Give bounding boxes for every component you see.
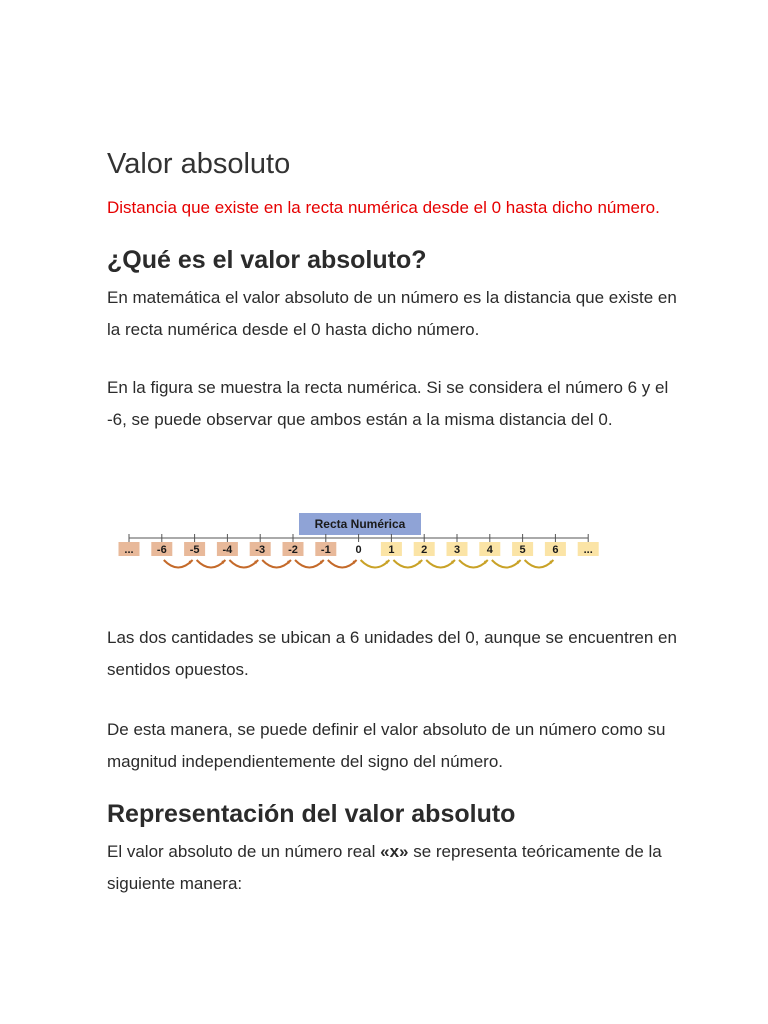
representation-text-end: se representa teóricamente de la siguiente manera: bbox=[107, 842, 662, 893]
distance-arc bbox=[525, 560, 554, 568]
tick-label: 1 bbox=[388, 544, 395, 556]
representation-text-start: El valor absoluto de un número real bbox=[107, 842, 381, 861]
distance-arc bbox=[393, 560, 422, 568]
tick-label: ... bbox=[583, 544, 593, 556]
paragraph-opposite-directions: Las dos cantidades se ubican a 6 unidades del 0, aunque se encuentren en sentidos opuestos. bbox=[107, 628, 677, 679]
tick-label: ... bbox=[124, 544, 134, 556]
tick-label: 3 bbox=[453, 544, 461, 556]
variable-x: «x» bbox=[380, 842, 409, 861]
paragraph-figure-intro: En la figura se muestra la recta numérica. Si se considera el número 6 y el -6, se puede observar que ambos están a la misma distancia del 0. bbox=[107, 378, 669, 429]
section-heading-representation: Representación del valor absoluto bbox=[107, 800, 516, 828]
paragraph-representation bbox=[107, 836, 677, 899]
tick-label: 2 bbox=[421, 544, 428, 556]
number-line-label: Recta Numérica bbox=[314, 517, 406, 531]
tick-label: 6 bbox=[552, 544, 559, 556]
page-title: Valor absoluto bbox=[107, 148, 291, 180]
distance-arc bbox=[262, 560, 291, 568]
distance-arc bbox=[229, 560, 258, 568]
number-line-figure bbox=[112, 505, 612, 573]
tick-label: 0 bbox=[355, 544, 362, 556]
tick-label: -1 bbox=[320, 544, 331, 556]
tick-label: 4 bbox=[486, 544, 493, 556]
tick-label: -5 bbox=[189, 544, 200, 556]
tick-label: -3 bbox=[255, 544, 266, 556]
distance-arc bbox=[361, 560, 390, 568]
distance-arc bbox=[459, 560, 488, 568]
distance-arc bbox=[328, 560, 357, 568]
distance-arc bbox=[295, 560, 324, 568]
tick-label: -2 bbox=[288, 544, 298, 556]
distance-arc bbox=[426, 560, 455, 568]
definition-subtitle: Distancia que existe en la recta numérica desde el 0 hasta dicho número. bbox=[107, 198, 660, 217]
tick-label: -6 bbox=[156, 544, 167, 556]
distance-arc bbox=[492, 560, 521, 568]
section-heading-what-is: ¿Qué es el valor absoluto? bbox=[107, 246, 427, 274]
paragraph-definition: En matemática el valor absoluto de un número es la distancia que existe en la recta numérica desde el 0 hasta dicho número. bbox=[107, 288, 677, 339]
distance-arc bbox=[197, 560, 226, 568]
paragraph-magnitude: De esta manera, se puede definir el valor absoluto de un número como su magnitud independientemente del signo del número. bbox=[107, 720, 666, 771]
tick-label: 5 bbox=[519, 544, 526, 556]
tick-label: -4 bbox=[222, 544, 233, 556]
distance-arc bbox=[164, 560, 193, 568]
